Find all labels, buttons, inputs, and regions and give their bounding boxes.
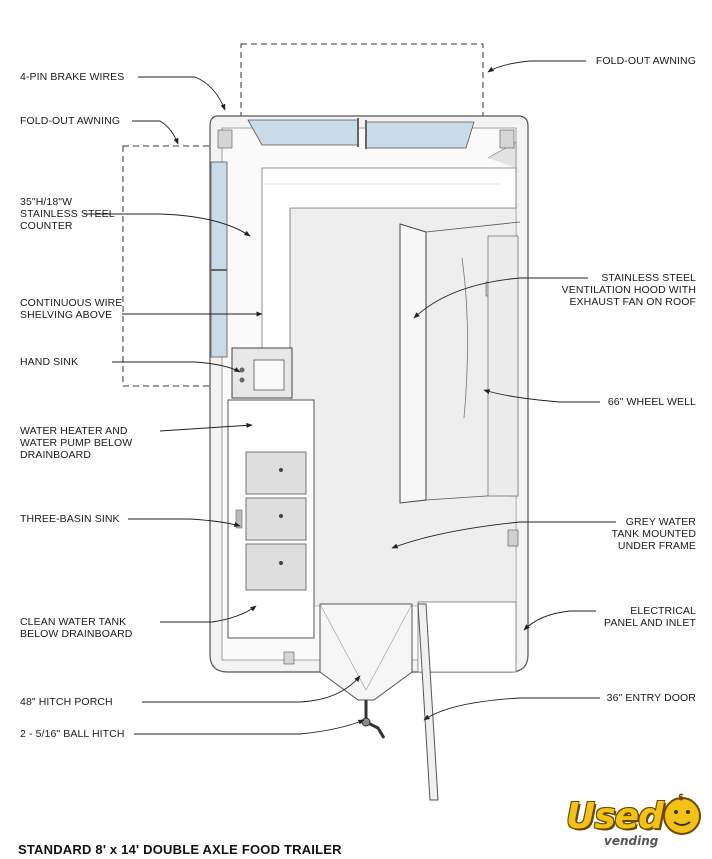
label-hitch-porch: 48" HITCH PORCH xyxy=(20,696,113,708)
label-clean-water-tank: CLEAN WATER TANK BELOW DRAINBOARD xyxy=(20,616,133,640)
label-entry-door: 36" ENTRY DOOR xyxy=(606,692,696,704)
hitch-porch xyxy=(320,604,412,700)
leader-awning-right xyxy=(488,61,586,72)
label-counter: 35"H/18"W STAINLESS STEEL COUNTER xyxy=(20,196,115,232)
label-fold-out-awning-left: FOLD-OUT AWNING xyxy=(20,115,121,127)
label-three-basin-sink: THREE-BASIN SINK xyxy=(20,513,120,525)
leader-door xyxy=(424,698,600,720)
label-wheel-well: 66" WHEEL WELL xyxy=(607,396,696,408)
leader-awning-left xyxy=(132,121,178,144)
ventilation-hood xyxy=(400,224,426,503)
entry-door-opening xyxy=(418,602,516,672)
side-window xyxy=(211,162,227,357)
wheel-well xyxy=(488,236,518,496)
awning-top-outline xyxy=(241,44,483,124)
label-ventilation-hood: STAINLESS STEEL VENTILATION HOOD WITH EXHAUST FAN ON ROOF xyxy=(561,272,696,308)
leader-brake xyxy=(138,77,225,110)
svg-text:$: $ xyxy=(678,793,685,803)
leader-porch xyxy=(142,676,360,702)
front-window-right xyxy=(366,122,474,148)
label-water-heater: WATER HEATER AND WATER PUMP BELOW DRAINBOARD xyxy=(20,425,133,461)
label-ball-hitch: 2 - 5/16" BALL HITCH xyxy=(20,728,125,740)
leader-hitch xyxy=(134,720,364,734)
logo-used-text: Used xyxy=(566,796,663,837)
leader-electrical xyxy=(524,611,596,630)
label-brake-wires: 4-PIN BRAKE WIRES xyxy=(20,71,125,83)
diagram-title: STANDARD 8' x 14' DOUBLE AXLE FOOD TRAILER xyxy=(18,842,342,857)
label-shelving: CONTINUOUS WIRE SHELVING ABOVE xyxy=(20,297,123,321)
logo-vending-text: vending xyxy=(604,834,659,848)
label-electrical-panel: ELECTRICAL PANEL AND INLET xyxy=(604,605,696,629)
front-window-left xyxy=(248,120,358,145)
label-fold-out-awning-right: FOLD-OUT AWNING xyxy=(595,55,696,67)
label-grey-water-tank: GREY WATER TANK MOUNTED UNDER FRAME xyxy=(611,516,696,552)
label-hand-sink: HAND SINK xyxy=(20,356,79,368)
